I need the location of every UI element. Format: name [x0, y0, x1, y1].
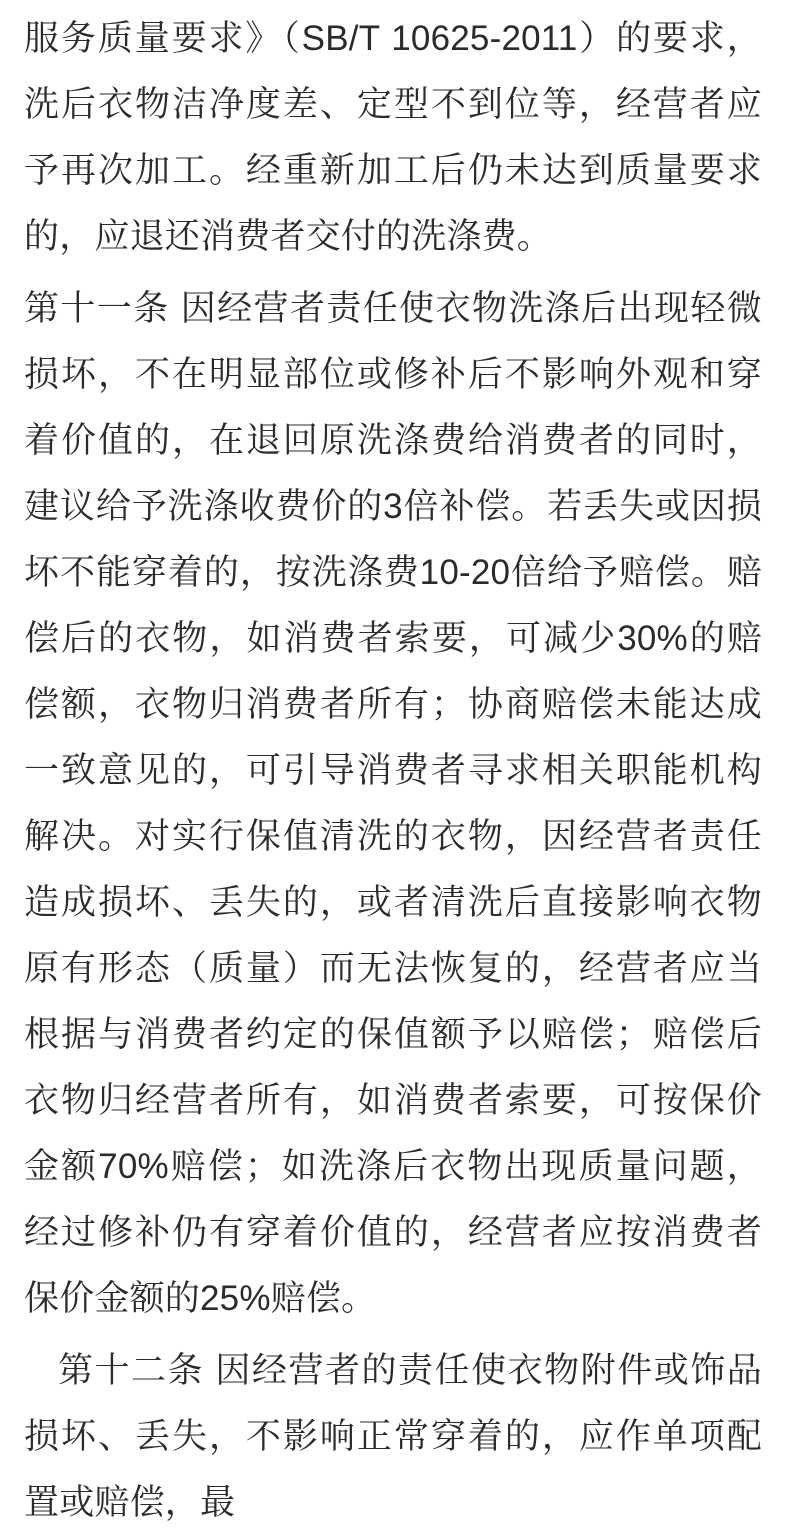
paragraph-continued-article-ten: 服务质量要求》（SB/T 10625-2011）的要求，洗后衣物洁净度差、定型不到位等，经营者应予再次加工。经重新加工后仍未达到质量要求的，应退还消费者交付的洗涤费。 [24, 19, 762, 256]
document-body [24, 0, 762, 1536]
paragraph-article-eleven: 第十一条 因经营者责任使衣物洗涤后出现轻微损坏，不在明显部位或修补后不影响外观和穿着价值的，在退回原洗涤费给消费者的同时，建议给予洗涤收费价的3倍补偿。若丢失或因损坏不能穿着的，按洗涤费10-20倍给予赔偿。赔偿后的衣物，如消费者索要，可减少30%的赔偿额，衣物归消费者所有；协商赔偿未能达成一致意见的，可引导消费者寻求相关职能机构解决。对实行保值清洗的衣物，因经营者责任造成损坏、丢失的，或者清洗后直接影响衣物原有形态（质量）而无法恢复的，经营者应当根据与消费者约定的保值额予以赔偿；赔偿后衣物归经营者所有，如消费者索要，可按保价金额70%赔偿；如洗涤后衣物出现质量问题，经过修补仍有穿着价值的，经营者应按消费者保价金额的25%赔偿。 [24, 289, 762, 1318]
paragraph-article-twelve: 第十二条 因经营者的责任使衣物附件或饰品损坏、丢失，不影响正常穿着的，应作单项配置或赔偿，最 [24, 1351, 762, 1522]
